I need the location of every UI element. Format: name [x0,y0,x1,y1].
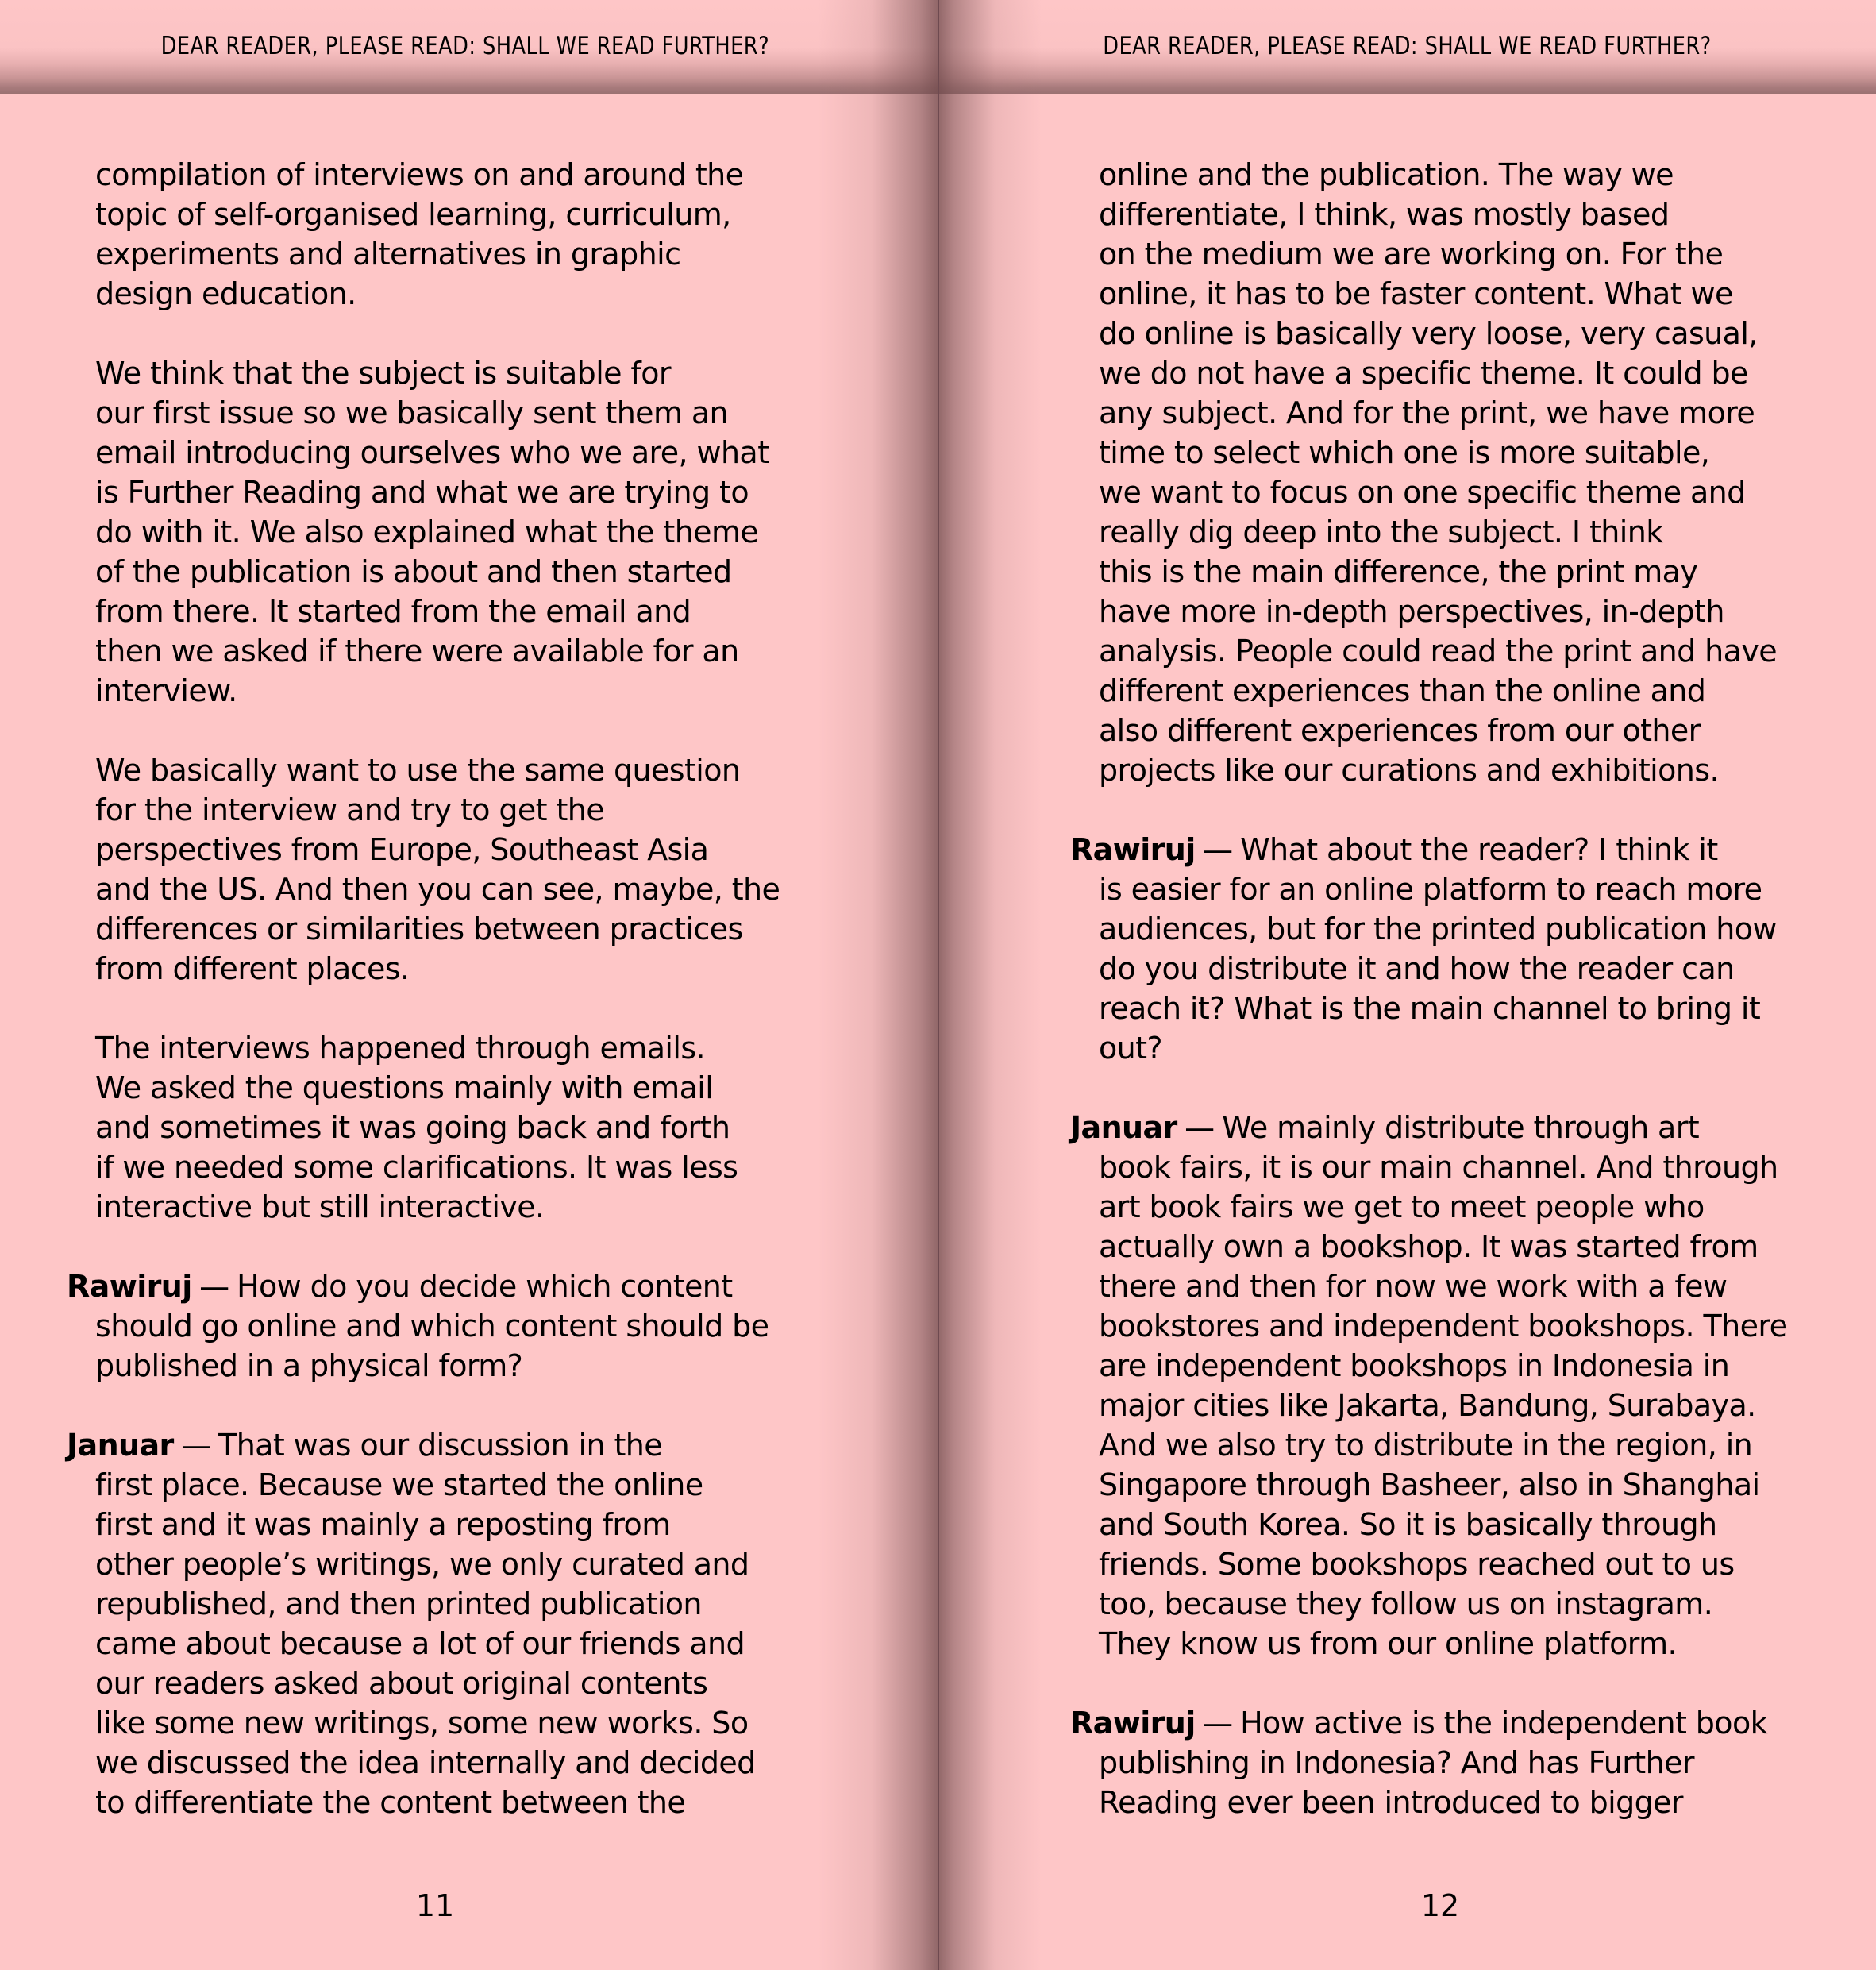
line-text: We basically want to use the same question [95,753,741,788]
text-line [67,1266,829,1306]
text-line [95,393,829,433]
line-text: then we asked if there were available for an [95,634,739,669]
text-line [1070,1266,1864,1306]
speaker-dash: — [1203,832,1233,867]
text-line [67,1306,829,1346]
line-text: published in a physical form? [95,1348,523,1383]
text-line [95,790,829,830]
line-text: analysis. People could read the print and have [1099,634,1777,669]
text-line [67,1703,829,1743]
text-line [1099,512,1864,552]
text-paragraph [67,1028,829,1227]
line-text: friends. Some bookshops reached out to us [1099,1547,1735,1582]
text-line [95,353,829,393]
line-text: We think that the subject is suitable for [95,356,671,391]
text-line [1070,1386,1864,1425]
dialogue-paragraph [67,1266,829,1386]
line-text: major cities like Jakarta, Bandung, Surabaya. [1099,1388,1756,1423]
line-text: That was our discussion in the [218,1428,663,1463]
line-text: too, because they follow us on instagram. [1099,1586,1713,1621]
line-text: we want to focus on one specific theme and [1099,475,1746,510]
line-text: we discussed the idea internally and decided [95,1745,756,1780]
line-text: from there. It started from the email and [95,594,691,629]
line-text: for the interview and try to get the [95,792,605,827]
dialogue-paragraph [67,1425,829,1822]
line-text: do online is basically very loose, very casual, [1099,316,1758,351]
speaker-dash: — [1185,1110,1215,1145]
line-text: interview. [95,673,237,708]
line-text: is Further Reading and what we are trying to [95,475,749,510]
line-text: design education. [95,276,356,311]
text-line [95,830,829,869]
right-running-header [938,0,1876,94]
speaker-name: Rawiruj [1070,832,1196,867]
text-line [1099,155,1864,195]
text-line [95,909,829,949]
text-line [67,1624,829,1664]
text-line [1070,989,1864,1028]
line-text: They know us from our online platform. [1099,1626,1677,1661]
speaker-name: Januar [1070,1110,1177,1145]
text-line [1099,393,1864,433]
line-text: Singapore through Basheer, also in Shanghai [1099,1467,1760,1502]
line-text: like some new writings, some new works. So [95,1706,749,1741]
text-paragraph [1070,155,1864,790]
line-text: email introducing ourselves who we are, what [95,435,769,470]
line-text: we do not have a specific theme. It could be [1099,356,1748,391]
text-line [1099,353,1864,393]
line-text: our first issue so we basically sent them an [95,395,729,430]
line-text: there and then for now we work with a few [1099,1269,1728,1304]
text-line [95,750,829,790]
text-line [1099,552,1864,592]
text-line [1099,592,1864,631]
text-paragraph [67,353,829,711]
text-line [1099,472,1864,512]
text-line [1070,1028,1864,1068]
text-line [95,195,829,234]
line-text: came about because a lot of our friends and [95,1626,745,1661]
text-line [1099,234,1864,274]
left-running-header [0,0,938,94]
text-line [1099,711,1864,750]
text-paragraph [67,155,829,314]
text-line [67,1505,829,1544]
text-line [1070,830,1864,869]
line-text: and sometimes it was going back and forth [95,1110,730,1145]
line-text: out? [1099,1031,1163,1066]
line-text: any subject. And for the print, we have more [1099,395,1755,430]
line-text: The interviews happened through emails. [95,1031,705,1066]
speaker-dash: — [181,1428,211,1463]
line-text: also different experiences from our other [1099,713,1701,748]
text-line [1070,1465,1864,1505]
text-line [95,671,829,711]
text-line [95,433,829,472]
right-page [938,0,1876,1970]
text-line [1070,1108,1864,1147]
line-text: of the publication is about and then started [95,554,732,589]
line-text: bookstores and independent bookshops. There [1099,1309,1788,1344]
line-text: interactive but still interactive. [95,1189,545,1224]
dialogue-paragraph [1070,1108,1864,1664]
text-line [67,1425,829,1465]
text-line [95,234,829,274]
text-line [95,155,829,195]
line-text: this is the main difference, the print may [1099,554,1698,589]
text-line [95,949,829,989]
speaker-name: Rawiruj [67,1269,192,1304]
line-text: art book fairs we get to meet people who [1099,1189,1705,1224]
line-text: What about the reader? I think it [1240,832,1718,867]
left-running-header-title: DEAR READER, PLEASE READ: SHALL WE READ FURTHER? [160,32,770,60]
speaker-dash: — [199,1269,229,1304]
text-line [67,1544,829,1584]
line-text: publishing in Indonesia? And has Further [1099,1745,1694,1780]
line-text: to differentiate the content between the [95,1785,686,1820]
left-page-number: 11 [415,1888,455,1923]
line-text: our readers asked about original contents [95,1666,708,1701]
line-text: audiences, but for the printed publication how [1099,912,1777,946]
line-text: if we needed some clarifications. It was less [95,1150,738,1185]
text-line [1070,1584,1864,1624]
text-line [95,552,829,592]
text-line [1099,631,1864,671]
line-text: actually own a bookshop. It was started from [1099,1229,1759,1264]
line-text: And we also try to distribute in the region, in [1099,1428,1753,1463]
dialogue-paragraph [1070,830,1864,1068]
line-text: differentiate, I think, was mostly based [1099,197,1670,232]
line-text: do you distribute it and how the reader can [1099,951,1735,986]
text-line [1070,1624,1864,1664]
text-line [67,1346,829,1386]
line-text: from different places. [95,951,410,986]
line-text: and the US. And then you can see, maybe, the [95,872,780,907]
line-text: projects like our curations and exhibitions. [1099,753,1719,788]
dialogue-paragraph [1070,1703,1864,1822]
line-text: compilation of interviews on and around the [95,157,744,192]
line-text: reach it? What is the main channel to bring it [1099,991,1761,1026]
line-text: is easier for an online platform to reach more [1099,872,1762,907]
text-paragraph [67,750,829,989]
line-text: other people’s writings, we only curated and [95,1547,749,1582]
text-line [95,512,829,552]
line-text: How do you decide which content [237,1269,733,1304]
text-line [1070,1147,1864,1187]
line-text: topic of self-organised learning, curriculum, [95,197,731,232]
text-line [1070,1346,1864,1386]
speaker-name: Januar [67,1428,174,1463]
text-line [95,274,829,314]
text-line [1099,750,1864,790]
text-line [67,1783,829,1822]
text-line [1099,671,1864,711]
line-text: should go online and which content should be [95,1309,769,1344]
text-line [95,472,829,512]
text-line [1070,1544,1864,1584]
line-text: We asked the questions mainly with email [95,1070,714,1105]
line-text: really dig deep into the subject. I think [1099,515,1663,549]
text-line [67,1584,829,1624]
line-text: perspectives from Europe, Southeast Asia [95,832,709,867]
left-page-body [67,155,829,1862]
line-text: book fairs, it is our main channel. And through [1099,1150,1778,1185]
text-line [1070,909,1864,949]
text-line [67,1743,829,1783]
text-line [1070,869,1864,909]
line-text: first and it was mainly a reposting from [95,1507,671,1542]
line-text: experiments and alternatives in graphic [95,237,681,272]
text-line [67,1664,829,1703]
text-line [67,1465,829,1505]
text-line [1099,195,1864,234]
line-text: first place. Because we started the online [95,1467,703,1502]
text-line [95,1068,829,1108]
text-line [1070,1187,1864,1227]
line-text: How active is the independent book [1240,1706,1768,1741]
text-line [1070,1505,1864,1544]
line-text: online, it has to be faster content. What we [1099,276,1733,311]
text-line [1070,1743,1864,1783]
text-line [95,631,829,671]
line-text: do with it. We also explained what the theme [95,515,759,549]
line-text: We mainly distribute through art [1222,1110,1700,1145]
line-text: and South Korea. So it is basically through [1099,1507,1717,1542]
line-text: different experiences than the online and [1099,673,1706,708]
text-line [95,1147,829,1187]
text-line [95,592,829,631]
text-line [1070,1783,1864,1822]
line-text: have more in-depth perspectives, in-depth [1099,594,1724,629]
right-page-number: 12 [1420,1888,1460,1923]
text-line [1070,1306,1864,1346]
line-text: republished, and then printed publication [95,1586,702,1621]
right-page-body [1070,155,1864,1862]
text-line [1099,433,1864,472]
speaker-dash: — [1203,1706,1233,1741]
text-line [95,869,829,909]
right-running-header-title: DEAR READER, PLEASE READ: SHALL WE READ FURTHER? [1103,32,1712,60]
line-text: differences or similarities between practices [95,912,743,946]
line-text: on the medium we are working on. For the [1099,237,1724,272]
text-line [95,1108,829,1147]
book-spine [938,0,939,1970]
line-text: online and the publication. The way we [1099,157,1674,192]
text-line [1099,314,1864,353]
text-line [95,1028,829,1068]
text-line [1070,1227,1864,1266]
text-line [1070,949,1864,989]
line-text: time to select which one is more suitable, [1099,435,1710,470]
text-line [1070,1425,1864,1465]
text-line [95,1187,829,1227]
speaker-name: Rawiruj [1070,1706,1196,1741]
line-text: Reading ever been introduced to bigger [1099,1785,1683,1820]
line-text: are independent bookshops in Indonesia in [1099,1348,1730,1383]
text-line [1099,274,1864,314]
text-line [1070,1703,1864,1743]
